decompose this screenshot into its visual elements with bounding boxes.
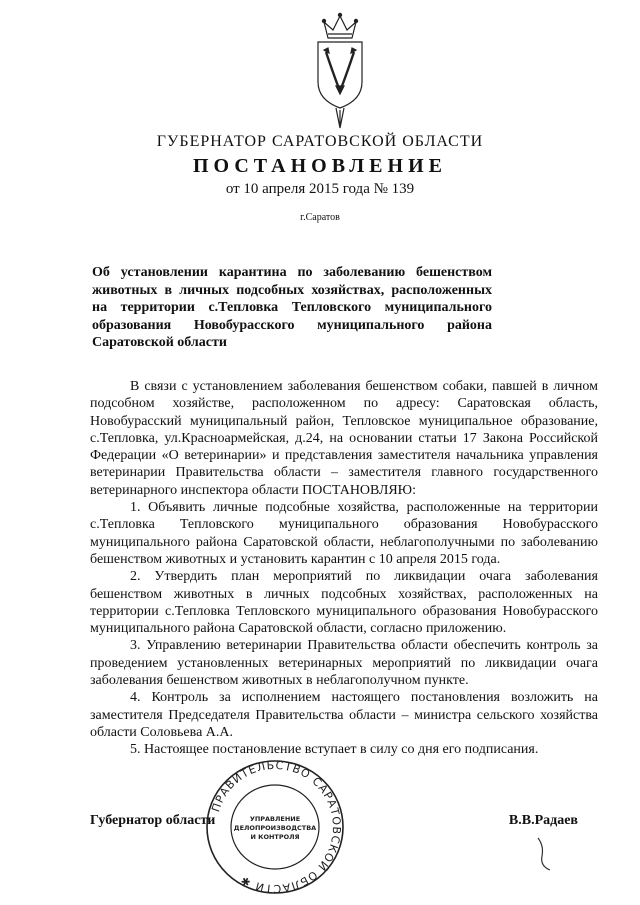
preamble-paragraph: В связи с установлением заболевания бешенством собаки, павшей в личном подсобном хозяйстве, расположенном по адресу: Саратовская область, Новобурасский муниципальный район, Тепловское муниципальное образование, с.Тепловка, ул.Красноармейская, д.24, на основании статьи 17 Закона Российской Федерации «О ветеринарии» и представления заместителя начальника управления ветеринарии Правительства области – заместителя главного государственного ветеринарного инспектора области ПОСТАНОВЛЯЮ: <box>90 379 598 498</box>
document-title: Об установлении карантина по заболеванию бешенством животных в личных подсобных хозяйствах, расположенных на территории с.Тепловка Тепловского муниципального образования Новобурасского муниципального района Саратовской области <box>92 265 492 350</box>
resolution-item-3: 3. Управлению ветеринарии Правительства области обеспечить контроль за проведением установленных ветеринарных мероприятий по ликвидации очага заболевания бешенством животных в неблагополучном пункте. <box>90 638 598 689</box>
issuing-authority: ГУБЕРНАТОР САРАТОВСКОЙ ОБЛАСТИ <box>156 133 484 150</box>
resolution-item-2: 2. Утвердить план мероприятий по ликвидации очага заболевания бешенством животных в личных подсобных хозяйствах, расположенных на территории с.Тепловка Тепловского муниципального образования Новобурасского муниципального района Саратовской области, согласно приложению. <box>90 569 598 637</box>
document-body <box>90 378 598 759</box>
resolution-item-4: 4. Контроль за исполнением настоящего постановления возложить на заместителя Председателя Правительства области – министра сельского хозяйства области Соловьева А.А. <box>90 690 598 740</box>
svg-text:ДЕЛОПРОИЗВОДСТВА: ДЕЛОПРОИЗВОДСТВА <box>233 824 317 832</box>
document-type: ПОСТАНОВЛЕНИЕ <box>193 155 447 177</box>
resolution-item-5: 5. Настоящее постановление вступает в силу со дня его подписания. <box>130 742 539 758</box>
document-place: г.Саратов <box>300 212 340 223</box>
signatory-name: В.В.Радаев <box>508 813 578 828</box>
document-date-number: от 10 апреля 2015 года № 139 <box>225 181 415 197</box>
resolution-item-1: 1. Объявить личные подсобные хозяйства, расположенные на территории с.Тепловка Тепловского муниципального образования Новобурасского муниципального района Саратовской области, неблагополучными по заболеванию бешенством животных и установить карантин с 10 апреля 2015 года. <box>90 500 598 567</box>
coat-of-arms-emblem <box>300 12 380 130</box>
signatory-position: Губернатор области <box>90 813 216 828</box>
official-stamp <box>200 757 350 897</box>
svg-text:УПРАВЛЕНИЕ: УПРАВЛЕНИЕ <box>249 815 301 823</box>
handwritten-mark <box>530 834 570 874</box>
svg-text:И КОНТРОЛЯ: И КОНТРОЛЯ <box>250 833 300 841</box>
svg-text:ПРАВИТЕЛЬСТВО САРАТОВСКОЙ ОБЛА: ПРАВИТЕЛЬСТВО САРАТОВСКОЙ ОБЛАСТИ ✱ <box>209 758 344 896</box>
